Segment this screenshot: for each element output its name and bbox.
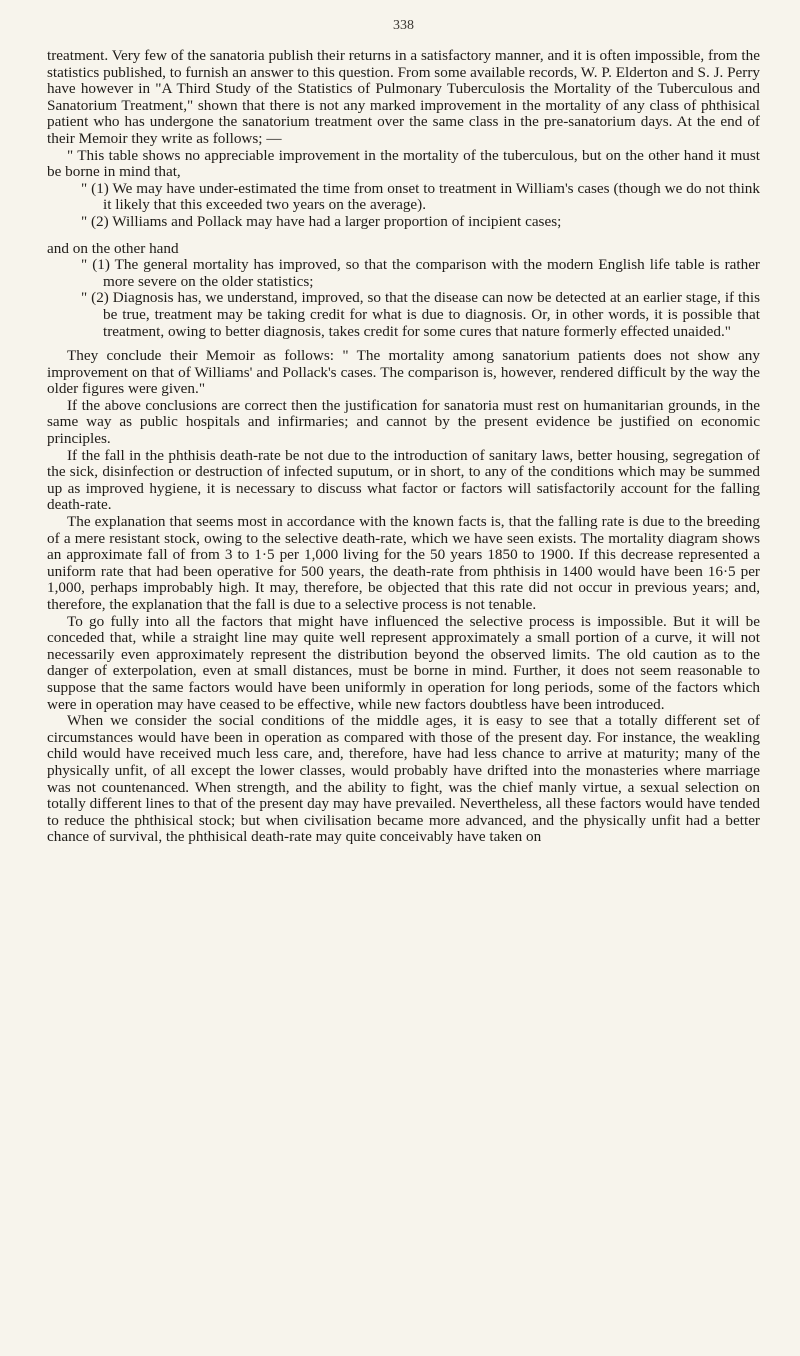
page-number: 338 [393,18,414,33]
paragraph-sanatoria-returns: treatment. Very few of the sanatoria publish their returns in a satisfactory manner, and it is often impossible, from the statistics published, to furnish an answer to this question. From some available records, W. P. Elderton and S. J. Perry have however in "A Third Study of the Statistics of Pulmonary Tuberculosis the Mortality of the Tuberculous and Sanatorium Treatment," shown that there is not any marked improvement in the mortality of any class of phthisical patient who has undergone the sanatorium treatment over the same class in the pre-sanatorium days. At the end of their Memoir they write as follows; — [47,47,760,147]
paragraph-selective-process: To go fully into all the factors that might have influenced the selective process is impossible. But it will be conceded that, while a straight line may quite well represent approximately a small portion of a curve, it will not necessarily even approximately represent the distribution beyond the observed limits. The old caution as to the danger of exterpolation, even at small distances, must be borne in mind. Further, it does not seem reasonable to suppose that the same factors would have been uniformly in operation for long periods, some of the factors which were in operation may have ceased to be effective, while new factors doubtless have been introduced. [47,612,760,713]
paragraph-falling-death-rate: If the fall in the phthisis death-rate be not due to the introduction of sanitary laws, better housing, segregation of the sick, disinfection or destruction of infected suputum, or in short, to any of the conditions which may be summed up as improved hygiene, it is necessary to discuss what factor or factors will satisfactorily account for the falling death-rate. [47,446,760,514]
quote-item-3: " (1) The general mortality has improved, so that the comparison with the modern English life table is rather more severe on the older statistics; [81,256,760,290]
quote-intro: " This table shows no appreciable improvement in the mortality of the tuberculous, but on the other hand it must be borne in mind that, [47,146,760,181]
quote-item-4: " (2) Diagnosis has, we understand, improved, so that the disease can now be detected at an earlier stage, if this be true, treatment may be taking credit for what is due to diagnosis. Or, in other words, it is possible that treatment, owing to better diagnosis, takes credit for some cures that nature formerly effected unaided." [81,289,760,340]
paragraph-justification: If the above conclusions are correct then the justification for sanatoria must rest on humanitarian grounds, in the same way as public hospitals and infirmaries; and cannot by the present evidence be justified on economic principles. [47,396,760,448]
quote-item-1: " (1) We may have under-estimated the time from onset to treatment in William's cases (though we do not think it likely that this exceeded two years on the average). [81,179,760,214]
paragraph-other-hand: and on the other hand [47,239,179,257]
quote-item-2: " (2) Williams and Pollack may have had a larger proportion of incipient cases; [81,212,562,230]
paragraph-middle-ages: When we consider the social conditions of the middle ages, it is easy to see that a totally different set of circumstances would have been in operation as compared with those of the present day. For instance, the weakling child would have received much less care, and, therefore, have had less chance to arrive at maturity; many of the physically unfit, of all except the lower classes, would probably have drifted into the monasteries where marriage was not countenanced. When strength, and the ability to fight, was the chief manly virtue, a sexual selection on totally different lines to that of the present day may have prevailed. Nevertheless, all these factors would have tended to reduce the phthisical stock; but when civilisation became more advanced, and the physically unfit had a better chance of survival, the phthisical death-rate may quite conceivably have taken on [47,712,760,846]
paragraph-explanation: The explanation that seems most in accordance with the known facts is, that the falling rate is due to the breeding of a mere resistant stock, owing to the selective death-rate, which we have seen exists. The mortality diagram shows an approximate fall of from 3 to 1·5 per 1,000 living for the 50 years 1850 to 1900. If this decrease represented a uniform rate that had been operative for 500 years, the death-rate from phthisis in 1400 would have been 16·5 per 1,000, perhaps improbably high. It may, therefore, be objected that this rate did not occur in previous years; and, therefore, the explanation that the fall is due to a selective process is not tenable. [47,513,760,613]
paragraph-memoir-conclusion: They conclude their Memoir as follows: " The mortality among sanatorium patients does not show any improvement on that of Williams' and Pollack's cases. The comparison is, however, rendered difficult by the way the older figures were given." [47,347,760,398]
